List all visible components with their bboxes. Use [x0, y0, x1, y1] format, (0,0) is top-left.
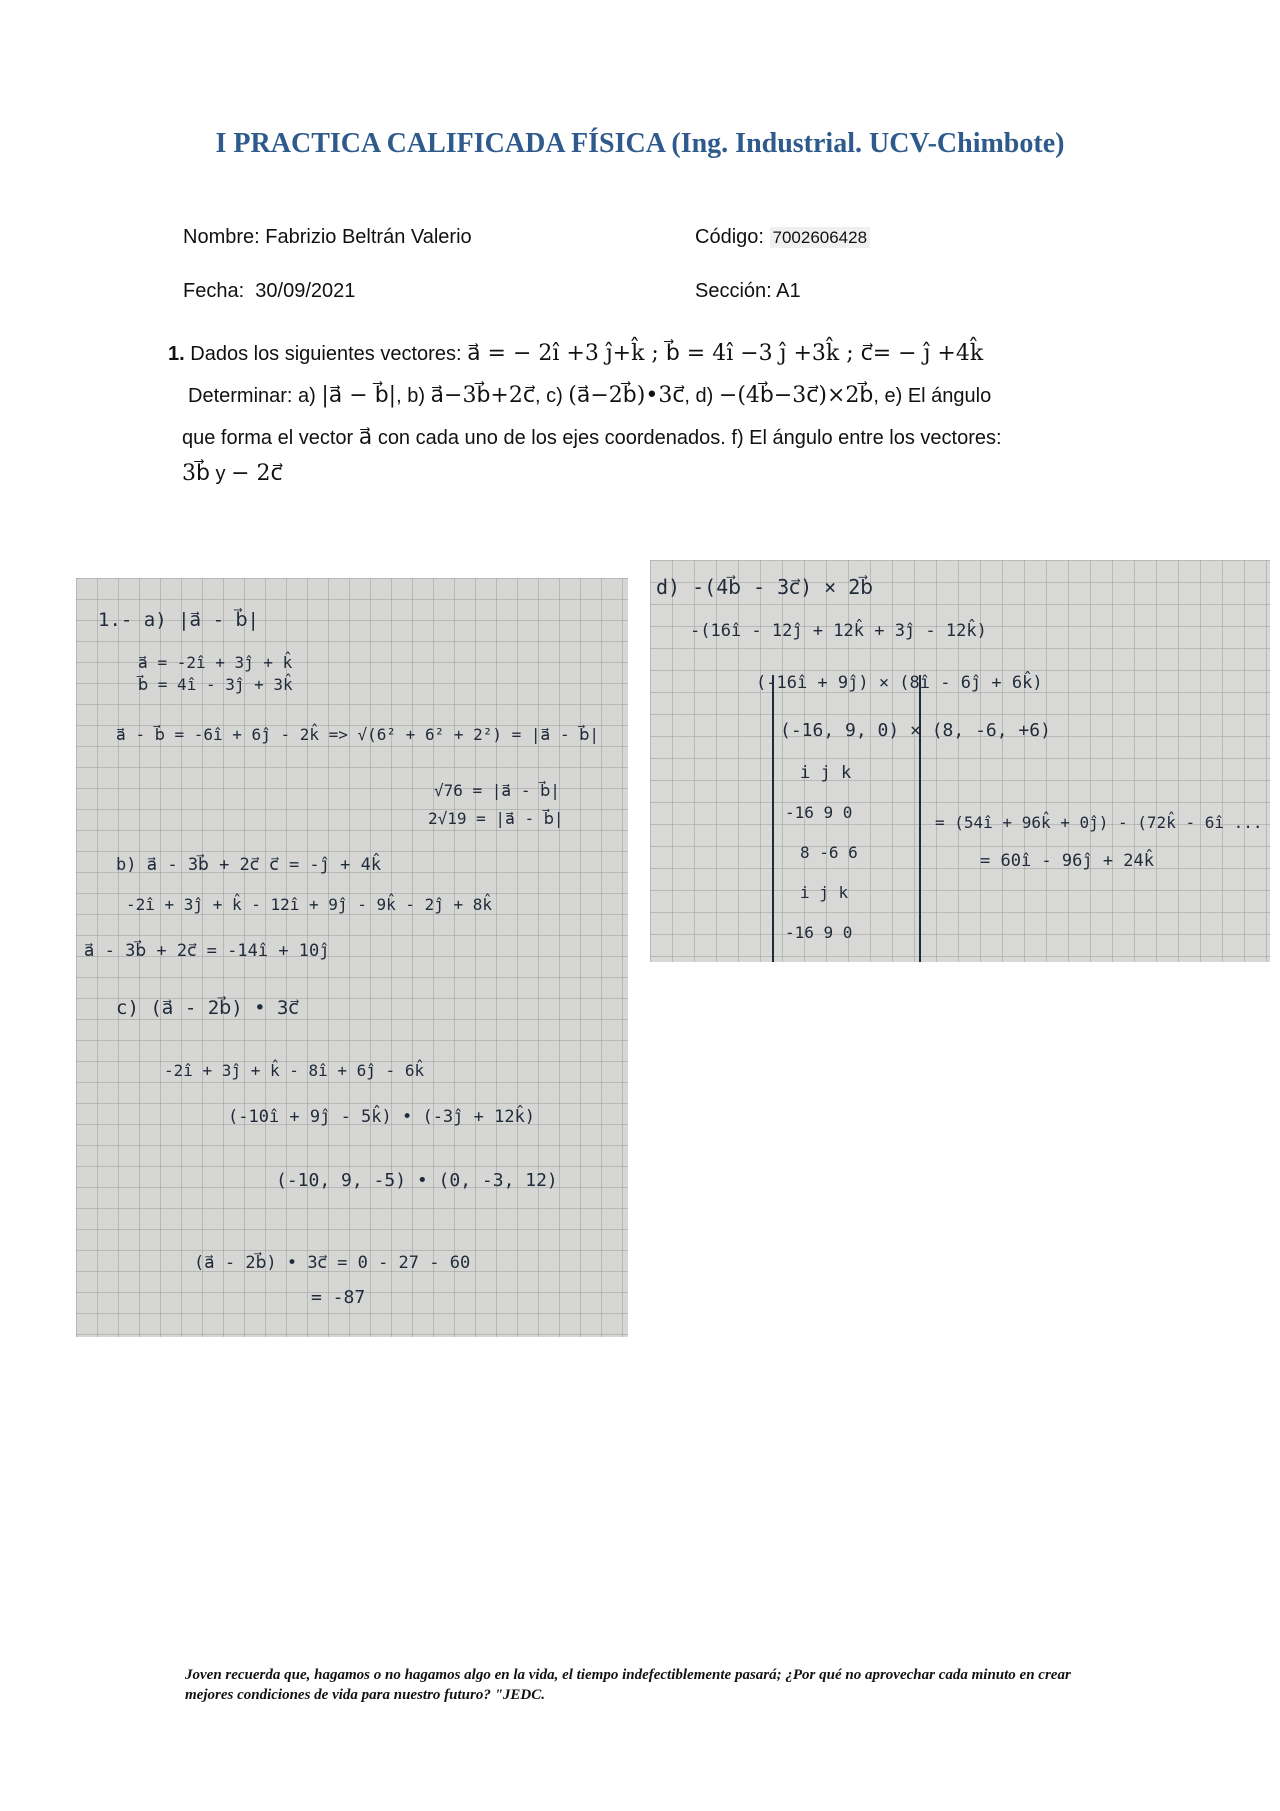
handwritten-left-line: a⃗ - b⃗ = -6î + 6ĵ - 2k̂ => √(6² + 6² + 2²) = |a⃗ - b⃗| [116, 725, 600, 744]
part-e-label: , e) El ángulo [873, 385, 992, 407]
handwritten-left-line: c) (a⃗ - 2b⃗) • 3c⃗ [116, 997, 299, 1019]
handwritten-left-line: a⃗ = -2î + 3ĵ + k̂ [138, 653, 293, 672]
handwritten-right-line: 8 -6 6 [800, 843, 858, 862]
handwritten-left-line: b⃗ = 4î - 3ĵ + 3k̂ [138, 675, 293, 694]
line4-vector-1: 3b⃗ [182, 461, 210, 486]
part-c-label: , c) [534, 385, 563, 407]
handwritten-photo-right [650, 560, 1270, 962]
question-vectors: a⃗ = − 2î +3 ĵ+k̂ ; b⃗ = 4î −3 ĵ +3k̂ ; c⃗= − ĵ +4k̂ [467, 341, 984, 366]
handwritten-left-line: a⃗ - 3b⃗ + 2c⃗ = -14î + 10ĵ [84, 941, 330, 961]
handwritten-right-line: i j k [800, 883, 849, 902]
question-line-3 [168, 417, 1108, 459]
nombre-value: Fabrizio Beltrán Valerio [265, 226, 472, 248]
question-line-4 [168, 453, 1108, 495]
handwritten-right-line: -16 9 0 [785, 923, 853, 942]
part-a-expr: |a⃗ − b⃗| [321, 383, 397, 408]
handwritten-right-line: = (54î + 96k̂ + 0ĵ) - (72k̂ - 6î ... [935, 813, 1263, 832]
part-b-label: , b) [396, 385, 425, 407]
line4-vector-2: − 2c⃗ [231, 461, 283, 486]
footer-quote: Joven recuerda que, hagamos o no hagamos algo en la vida, el tiempo indefectiblemente pasará; ¿Por qué no aprovechar cada minuto en crear mejores condiciones de vida para nuestro futuro? "JEDC. [185, 1667, 1071, 1703]
handwritten-left-line: (-10, 9, -5) • (0, -3, 12) [276, 1170, 558, 1191]
handwritten-right-line: (-16, 9, 0) × (8, -6, +6) [780, 720, 1051, 741]
fecha-field [183, 280, 355, 303]
part-c-expr: (a⃗−2b⃗)•3c⃗ [568, 383, 685, 408]
handwritten-right-line: -16 9 0 [785, 803, 853, 822]
handwritten-right-line: (-16î + 9ĵ) × (8î - 6ĵ + 6k̂) [756, 673, 1043, 693]
handwritten-left-line: 2√19 = |a⃗ - b⃗| [428, 809, 564, 828]
fecha-label: Fecha: [183, 280, 245, 302]
handwritten-right-line: i j k [800, 763, 852, 783]
handwritten-left-line: = -87 [311, 1287, 366, 1308]
handwritten-left-line: -2î + 3ĵ + k̂ - 12î + 9ĵ - 9k̂ - 2ĵ + 8k̂ [126, 895, 493, 914]
handwritten-left-line: 1.- a) |a⃗ - b⃗| [98, 609, 259, 631]
handwritten-right-line: d) -(4b⃗ - 3c⃗) × 2b⃗ [656, 575, 874, 599]
seccion-value: A1 [776, 280, 801, 302]
handwritten-left-line: b) a⃗ - 3b⃗ + 2c⃗ c⃗ = -ĵ + 4k̂ [116, 855, 382, 875]
question-intro: Dados los siguientes vectores: [190, 343, 462, 365]
handwritten-left-line: √76 = |a⃗ - b⃗| [434, 781, 560, 800]
seccion-label: Sección: [695, 280, 772, 302]
question-line-1 [168, 333, 1108, 375]
codigo-label: Código: [695, 226, 764, 248]
codigo-field [695, 226, 870, 249]
grid-paper-left [76, 578, 628, 1337]
question-number: 1. [168, 343, 185, 365]
determinar-label: Determinar: a) [188, 385, 316, 407]
part-b-expr: a⃗−3b⃗+2c⃗ [430, 383, 535, 408]
line3-text-a: que forma el vector [182, 427, 354, 449]
grid-paper-right [650, 560, 1270, 962]
question-line-2 [168, 375, 1108, 417]
handwritten-photo-left [76, 578, 628, 1337]
question-1 [168, 333, 1108, 495]
codigo-value: 7002606428 [770, 227, 871, 248]
part-d-expr: −(4b⃗−3c⃗)×2b⃗ [718, 383, 874, 408]
line3-vector: a⃗ [358, 425, 373, 450]
handwritten-left-line: (-10î + 9ĵ - 5k̂) • (-3ĵ + 12k̂) [228, 1107, 536, 1127]
nombre-field [183, 226, 472, 249]
nombre-label: Nombre: [183, 226, 260, 248]
handwritten-left-line: -2î + 3ĵ + k̂ - 8î + 6ĵ - 6k̂ [164, 1061, 425, 1080]
fecha-value: 30/09/2021 [255, 280, 356, 302]
part-d-label: , d) [684, 385, 714, 407]
line4-and: y [215, 463, 226, 485]
handwritten-right-line: -(16î - 12ĵ + 12k̂ + 3ĵ - 12k̂) [690, 621, 987, 641]
handwritten-right-line: = 60î - 96ĵ + 24k̂ [980, 851, 1154, 871]
seccion-field [695, 280, 801, 303]
page-title: I PRACTICA CALIFICADA FÍSICA (Ing. Industrial. UCV-Chimbote) [215, 128, 1065, 159]
line3-text-b: con cada uno de los ejes coordenados. f) El ángulo entre los vectores: [377, 427, 1002, 449]
handwritten-left-line: (a⃗ - 2b⃗) • 3c⃗ = 0 - 27 - 60 [194, 1253, 471, 1273]
